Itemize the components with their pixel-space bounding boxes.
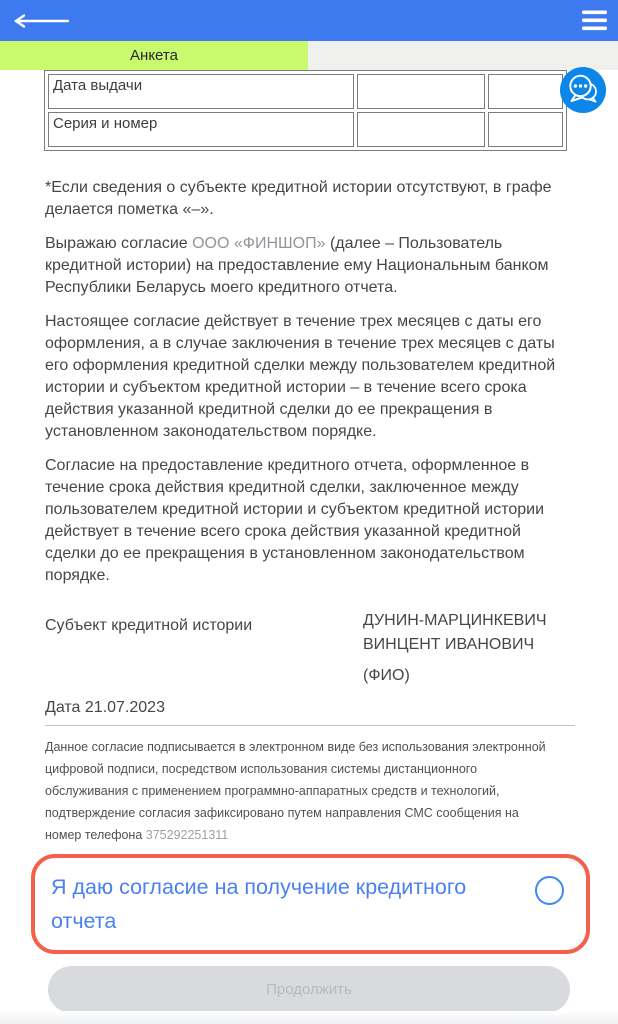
hamburger-icon [582, 10, 607, 31]
table-cell-label: Серия и номер [48, 112, 354, 147]
divider [45, 725, 575, 726]
consent-label: Я даю согласие на получение кредитного отчета [51, 875, 467, 933]
continue-button[interactable]: Продолжить [48, 966, 570, 1013]
consent-radio[interactable] [535, 876, 564, 905]
term-paragraph-1: Настоящее согласие действует в течение трех месяцев с даты его оформления, а в случае заключения в течение трех месяцев с даты его оформления кредитной сделки между пользователем кредитной истории и субъектом кредитной истории – в течение всего срока действия указанной кредитной сделки до ее прекращения в установленном законодательством порядке. [45, 313, 556, 440]
disclaimer-text [45, 736, 550, 846]
consent-intro-prefix: Выражаю согласие [45, 235, 193, 252]
table-row [48, 112, 563, 147]
chat-button[interactable] [560, 67, 606, 113]
back-arrow-icon [11, 13, 71, 29]
table-cell-value [488, 74, 563, 109]
term-paragraph-2: Согласие на предоставление кредитного отчета, оформленное в течение срока действия кредитной сделки, заключенное между пользователем кредитной истории и субъектом кредитной истории действует в течение всего срока действия указанной кредитной сделки до ее прекращения в установленном законодательством порядке. [45, 457, 545, 584]
fio-caption: (ФИО) [363, 667, 410, 684]
back-button[interactable] [11, 13, 71, 29]
consent-intro-suffix: (далее – Пользователь кредитной истории) на предоставление ему Национальным банком Республики Беларусь моего кредитного отчета. [45, 235, 549, 296]
company-name: ООО «ФИНШОП» [192, 235, 326, 252]
table-row [48, 74, 563, 109]
footnote-paragraph: *Если сведения о субъекте кредитной истории отсутствуют, в графе делается пометка «–». [45, 179, 552, 218]
consent-document [0, 177, 618, 846]
bottom-edge-decoration [0, 1011, 618, 1024]
app-header [0, 0, 618, 41]
phone-number: 375292251311 [145, 828, 229, 842]
disclaimer-body: Данное согласие подписывается в электронном виде без использования электронной цифровой подписи, посредством использования системы дистанционного обслуживания с применением программно-аппаратных средств и технологий, подтверждение согласия зафиксировано путем направления СМС сообщения на номер телефона [45, 740, 546, 842]
chat-icon [563, 70, 603, 110]
subject-label: Субъект кредитной истории [45, 617, 253, 634]
menu-button[interactable] [582, 10, 607, 31]
date-label: Дата [45, 699, 81, 716]
consent-intro-paragraph [45, 233, 575, 299]
tab-anketa-label: Анкета [130, 47, 178, 64]
date-value: 21.07.2023 [84, 699, 165, 716]
document-table [44, 70, 567, 151]
date-line [45, 699, 575, 717]
table-cell-value [357, 74, 485, 109]
consent-box[interactable] [31, 854, 590, 954]
table-cell-value [488, 112, 563, 147]
table-cell-value [357, 112, 485, 147]
tab-bar [0, 41, 618, 70]
subject-name: ДУНИН-МАРЦИНКЕВИЧ ВИНЦЕНТ ИВАНОВИЧ [363, 612, 547, 653]
tab-anketa[interactable] [0, 41, 308, 70]
signature-name-block [363, 609, 575, 685]
signature-row [45, 609, 575, 685]
table-cell-label: Дата выдачи [48, 74, 354, 109]
